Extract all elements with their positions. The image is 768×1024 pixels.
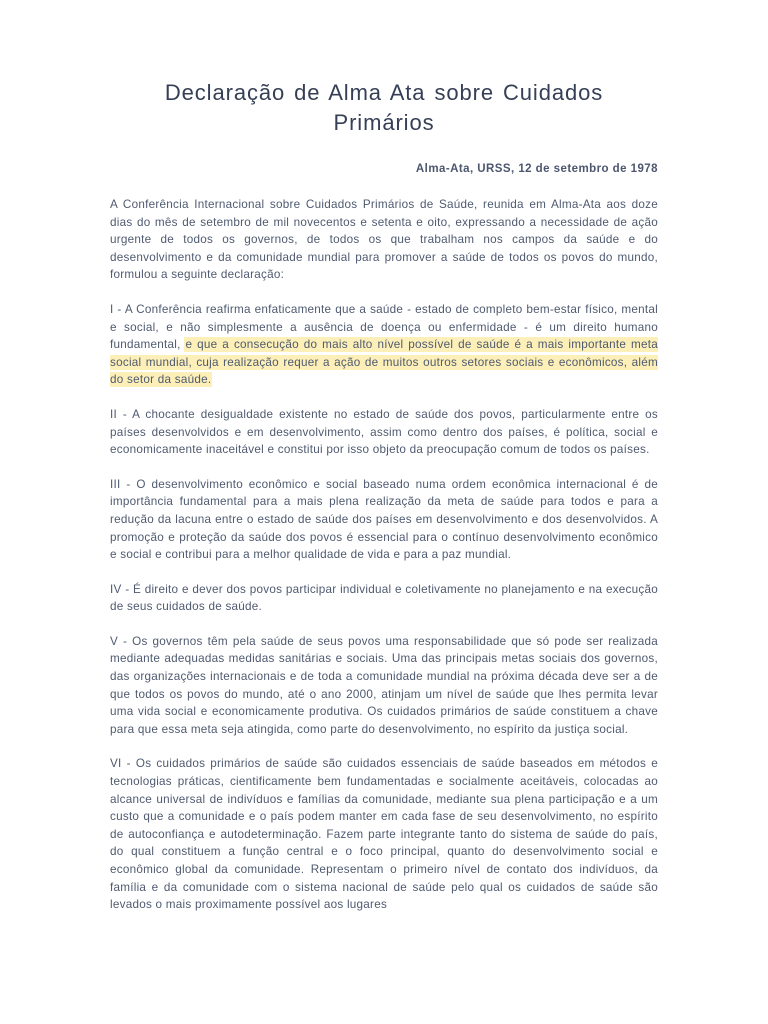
paragraph-article-vi: VI - Os cuidados primários de saúde são cuidados essenciais de saúde baseados em métodos e tecnologias práticas, cientificamente bem fundamentadas e socialmente aceitáveis, colocadas ao alcance universal de indivíduos e famílias da comunidade, mediante sua plena participação e a um custo que a comunidade e o país podem manter em cada fase de seu desenvolvimento, no espírito de autoconfiança e autodeterminação. Fazem parte integrante tanto do sistema de saúde do país, do qual constituem a função central e o foco principal, quanto do desenvolvimento social e econômico global da comunidade. Representam o primeiro nível de contato dos indivíduos, da família e da comunidade com o sistema nacional de saúde pelo qual os cuidados de saúde são levados o mais proximamente possível aos lugares bbox=[110, 757, 658, 912]
document-body bbox=[110, 196, 658, 914]
paragraph-article-i bbox=[110, 301, 658, 389]
paragraph-article-v: V - Os governos têm pela saúde de seus povos uma responsabilidade que só pode ser realizada mediante adequadas medidas sanitárias e sociais. Uma das principais metas sociais dos governos, das organizações internacionais e de toda a comunidade mundial na próxima década deve ser a de que todos os povos do mundo, até o ano 2000, atinjam um nível de saúde que lhes permita levar uma vida social e economicamente produtiva. Os cuidados primários de saúde constituem a chave para que essa meta seja atingida, como parte do desenvolvimento, no espírito da justiça social. bbox=[110, 634, 658, 736]
paragraph-preamble: A Conferência Internacional sobre Cuidados Primários de Saúde, reunida em Alma-Ata aos doze dias do mês de setembro de mil novecentos e setenta e oito, expressando a necessidade de ação urgente de todos os governos, de todos os que trabalham nos campos da saúde e do desenvolvimento e da comunidade mundial para promover a saúde de todos os povos do mundo, formulou a seguinte declaração: bbox=[110, 198, 658, 282]
paragraph-article-iv: IV - É direito e dever dos povos participar individual e coletivamente no planejamento e na execução de seus cuidados de saúde. bbox=[110, 582, 658, 614]
article-i-plain-text: I - A Conferência reafirma enfaticamente que a saúde - estado de completo bem-estar físico, mental e social, e não simplesmente a ausência de doença ou enfermidade - é um direito humano fundamental, bbox=[110, 302, 658, 352]
paragraph-article-ii: II - A chocante desigualdade existente no estado de saúde dos povos, particularmente entre os países desenvolvidos e em desenvolvimento, assim como dentro dos países, é política, social e economicamente inaceitável e constitui por isso objeto da preocupação comum de todos os países. bbox=[110, 407, 658, 457]
document-content bbox=[110, 78, 658, 914]
page-title: Declaração de Alma Ata sobre Cuidados Primários bbox=[164, 80, 604, 135]
document-dateline: Alma-Ata, URSS, 12 de setembro de 1978 bbox=[415, 163, 658, 175]
highlighted-passage: e que a consecução do mais alto nível possível de saúde é a mais importante meta social mundial, cuja realização requer a ação de muitos outros setores sociais e econômicos, além do setor da saúde. bbox=[110, 338, 658, 387]
paragraph-article-iii: III - O desenvolvimento econômico e social baseado numa ordem econômica internacional é de importância fundamental para a mais plena realização da meta de saúde para todos e para a redução da lacuna entre o estado de saúde dos países em desenvolvimento e dos desenvolvidos. A promoção e proteção da saúde dos povos é essencial para o contínuo desenvolvimento econômico e social e contribui para a melhor qualidade de vida e para a paz mundial. bbox=[110, 477, 658, 562]
